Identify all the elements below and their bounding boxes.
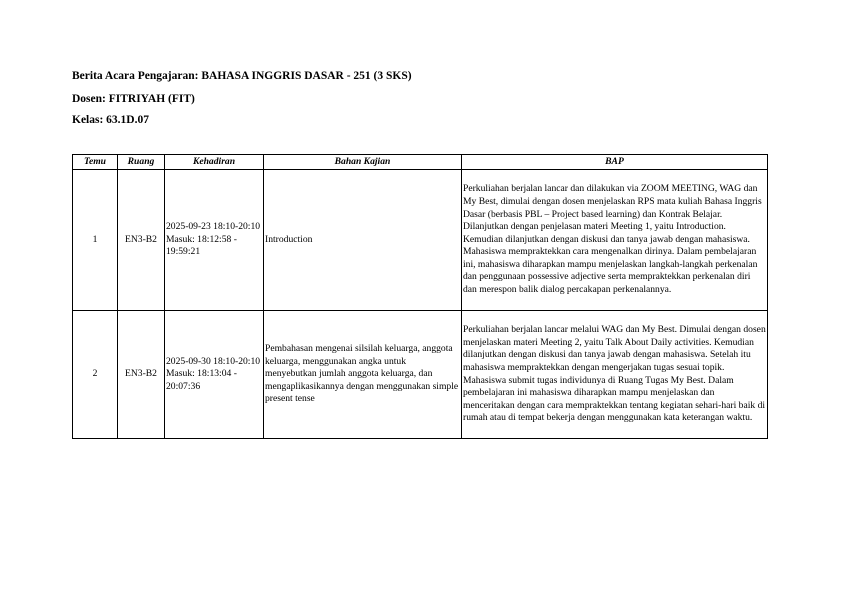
- table-row: [73, 311, 768, 439]
- cell-temu: 1: [73, 170, 118, 311]
- cell-bap: Perkuliahan berjalan lancar dan dilakukan via ZOOM MEETING, WAG dan My Best, dimulai dengan dosen menjelaskan RPS mata kuliah Bahasa Inggris Dasar (berbasis PBL – Project based learning) dan Kontrak Belajar. Dilanjutkan dengan penjelasan materi Meeting 1, yaitu Introduction. Kemudian dilanjutkan dengan diskusi dan tanya jawab dengan mahasiswa. Mahasiswa mempraktekkan cara mengenalkan dirinya. Dalam pembelajaran ini, mahasiswa diharapkan mampu menjelaskan langkah-langkah perkenalan dan penggunaan possessive adjective serta mempraktekkan perkenalan diri dan merespon balik dialog percakapan perkenalannya.: [462, 170, 768, 311]
- attendance-time: Masuk: 18:12:58 - 19:59:21: [166, 233, 237, 258]
- table-row: [73, 170, 768, 311]
- lecturer-line: Dosen: FITRIYAH (FIT): [72, 93, 195, 105]
- cell-bap: Perkuliahan berjalan lancar melalui WAG dan My Best. Dimulai dengan dosen menjelaskan materi Meeting 2, yaitu Talk About Daily activities. Kemudian dilanjutkan dengan diskusi dan tanya jawab dengan mahasiswa. Setelah itu mahasiswa mempraktekkan dengan mengerjakan tugas sesuai topik. Mahasiswa submit tugas individunya di Ruang Tugas My Best. Dalam pembelajaran ini mahasiswa diharapkan mampu menjelaskan dan menceritakan dengan cara mempraktekkan tentang kegiatan sehari-hari baik di rumah atau di tempat bekerja dengan menggunakan kata keterangan waktu.: [462, 311, 768, 439]
- col-header-ruang: Ruang: [118, 155, 165, 170]
- table-header-row: [73, 155, 768, 170]
- cell-ruang: EN3-B2: [118, 311, 165, 439]
- col-header-temu: Temu: [73, 155, 118, 170]
- attendance-time: Masuk: 18:13:04 - 20:07:36: [166, 368, 237, 392]
- col-header-bahan-kajian: Bahan Kajian: [264, 155, 462, 170]
- cell-bahan-kajian: Introduction: [264, 170, 462, 311]
- cell-ruang: EN3-B2: [118, 170, 165, 311]
- cell-bahan-kajian: Pembahasan mengenai silsilah keluarga, anggota keluarga, menggunakan angka untuk menyebutkan jumlah anggota keluarga, dan mengaplikasikannya dengan menggunakan simple present tense: [264, 311, 462, 439]
- document-title: Berita Acara Pengajaran: BAHASA INGGRIS DASAR - 251 (3 SKS): [72, 70, 412, 82]
- schedule-time: 2025-09-23 18:10-20:10: [166, 221, 261, 233]
- bap-table: [72, 154, 768, 439]
- schedule-time: 2025-09-30 18:10-20:10: [166, 355, 261, 367]
- col-header-bap: BAP: [462, 155, 768, 170]
- cell-kehadiran: [165, 311, 264, 439]
- class-line: Kelas: 63.1D.07: [72, 114, 149, 126]
- cell-kehadiran: [165, 170, 264, 311]
- cell-temu: 2: [73, 311, 118, 439]
- col-header-kehadiran: Kehadiran: [165, 155, 264, 170]
